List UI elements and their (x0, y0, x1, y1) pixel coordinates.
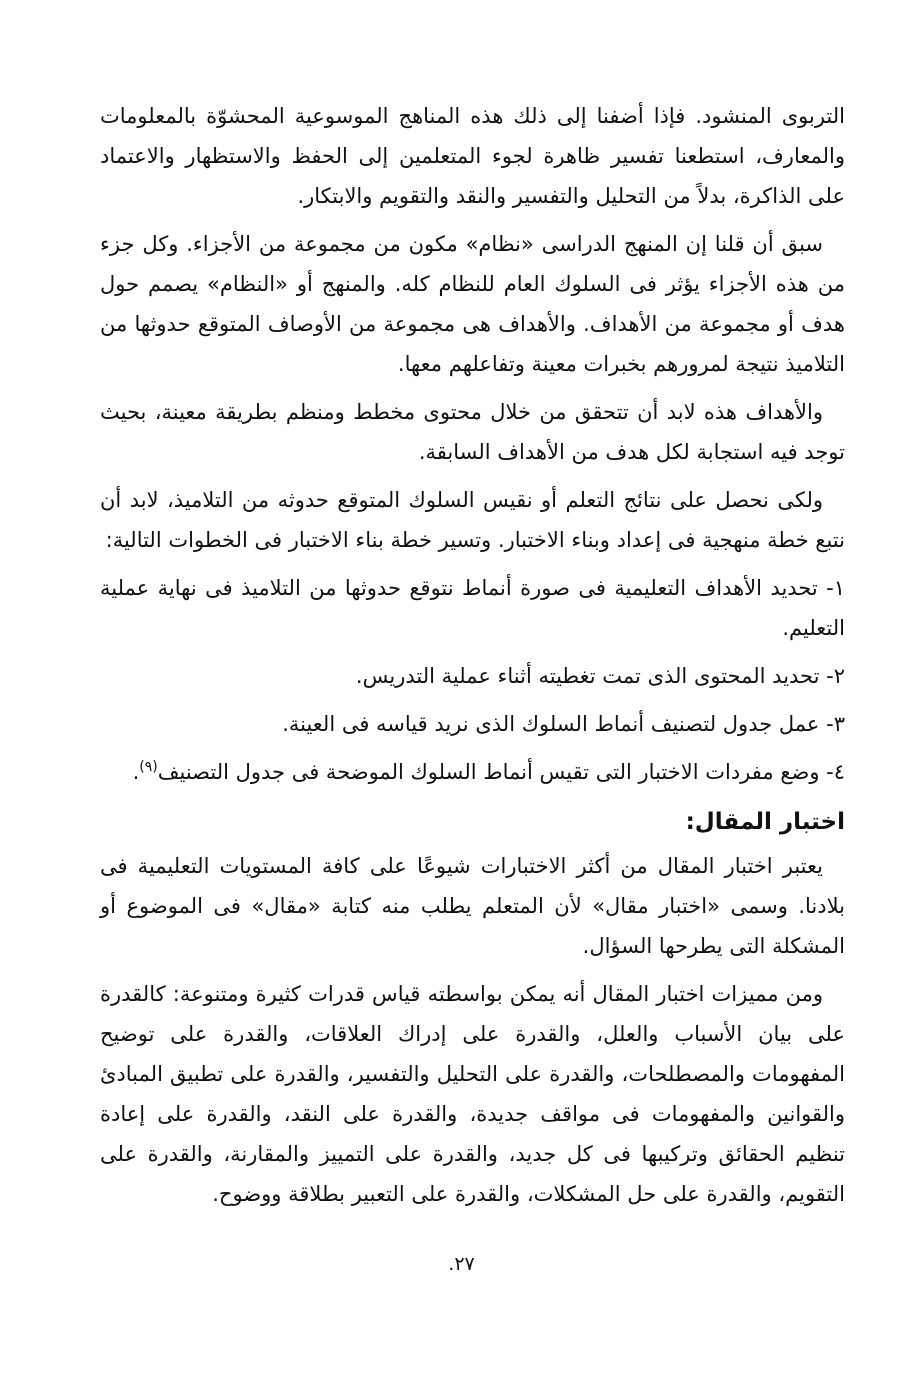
paragraph-test-plan: ولكى نحصل على نتائج التعلم أو نقيس السلوك المتوقع حدوثه من التلاميذ، لابد أن نتبع خطة منهجية فى إعداد وبناء الاختبار. وتسير خطة بناء الاختبار فى الخطوات التالية: (100, 488, 845, 552)
paragraph-objectives-content: والأهداف هذه لابد أن تتحقق من خلال محتوى مخطط ومنظم بطريقة معينة، بحيث توجد فيه استجابة لكل هدف من الأهداف السابقة. (100, 400, 845, 464)
step-item-3: ٣- عمل جدول لتصنيف أنماط السلوك الذى نريد قياسه فى العينة. (282, 712, 845, 736)
paragraph-continuation: التربوى المنشود. فإذا أضفنا إلى ذلك هذه المناهج الموسوعية المحشوّة بالمعلومات والمعارف، استطعنا تفسير ظاهرة لجوء المتعلمين إلى الحفظ والاستظهار والاعتماد على الذاكرة، بدلاً من التحليل والتفسير والنقد والتقويم والابتكار. (100, 104, 845, 208)
paragraph-curriculum-system: سبق أن قلنا إن المنهج الدراسى «نظام» مكون من مجموعة من الأجزاء. وكل جزء من هذه الأجزاء يؤثر فى السلوك العام للنظام كله. والمنهج أو «النظام» يصمم حول هدف أو مجموعة من الأهداف. والأهداف هى مجموعة من الأوصاف المتوقع حدوثها من التلاميذ نتيجة لمرورهم بخبرات معينة وتفاعلهم معها. (100, 232, 845, 376)
page-body (100, 96, 845, 1222)
paragraph-essay-definition: يعتبر اختبار المقال من أكثر الاختبارات شيوعًا على كافة المستويات التعليمية فى بلادنا. وسمى «اختبار مقال» لأن المتعلم يطلب منه كتابة «مقال» فى الموضوع أو المشكلة التى يطرحها السؤال. (100, 854, 845, 958)
step-item-4-end: . (132, 760, 140, 784)
test-construction-steps (100, 568, 845, 792)
step-item-2: ٢- تحديد المحتوى الذى تمت تغطيته أثناء عملية التدريس. (355, 664, 845, 688)
step-item-1: ١- تحديد الأهداف التعليمية فى صورة أنماط نتوقع حدوثها من التلاميذ فى نهاية عملية التعليم. (100, 576, 845, 640)
page-number: ٢٧. (448, 1253, 475, 1275)
step-item-4 (100, 752, 845, 792)
section-heading-essay-test: اختبار المقال: (685, 809, 845, 835)
paragraph-essay-advantages: ومن مميزات اختبار المقال أنه يمكن بواسطته قياس قدرات كثيرة ومتنوعة: كالقدرة على بيان الأسباب والعلل، والقدرة على إدراك العلاقات، والقدرة على توضيح المفهومات والمصطلحات، والقدرة على التحليل والتفسير، والقدرة على تطبيق المبادئ والقوانين والمفهومات فى مواقف جديدة، والقدرة على النقد، والقدرة على إعادة تنظيم الحقائق وتركيبها فى كل جديد، والقدرة على التمييز والمقارنة، والقدرة على التقويم، والقدرة على حل المشكلات، والقدرة على التعبير بطلاقة ووضوح. (100, 982, 845, 1206)
footnote-reference: (٩) (139, 759, 158, 775)
step-item-4-text: ٤- وضع مفردات الاختبار التى تقيس أنماط السلوك الموضحة فى جدول التصنيف (157, 760, 845, 784)
